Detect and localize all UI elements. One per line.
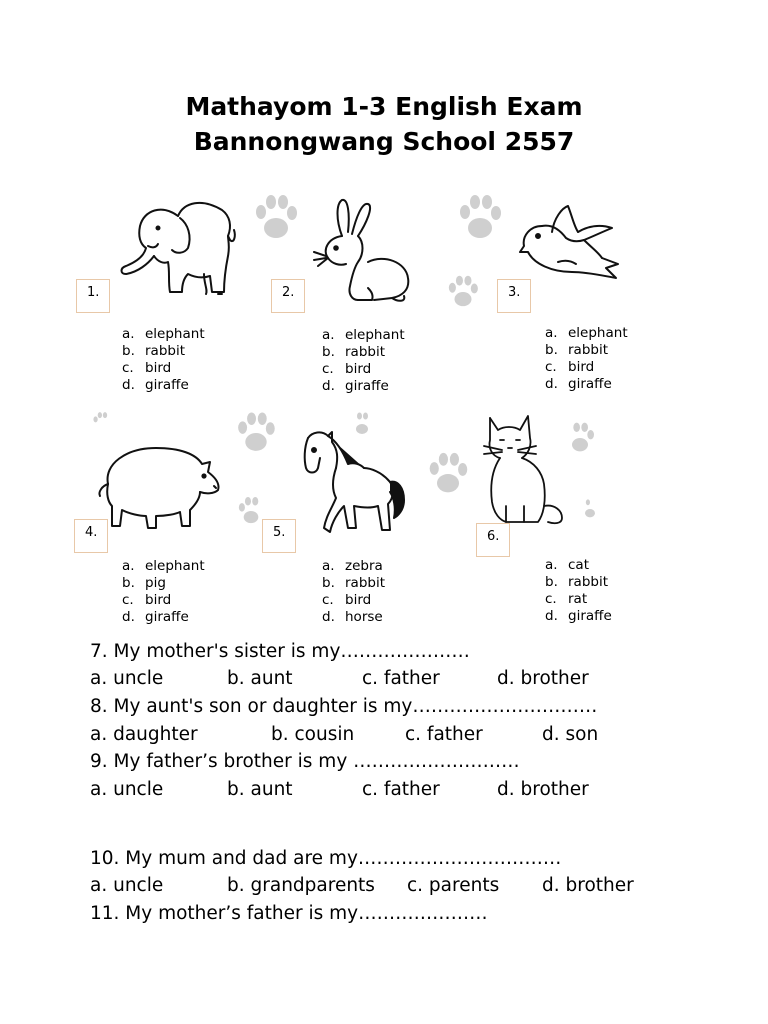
options-list [122, 326, 205, 394]
answer-option[interactable]: b. aunt [227, 668, 293, 689]
options-list [122, 558, 205, 626]
option[interactable]: c. bird [545, 359, 595, 375]
paw-print-icon [564, 412, 596, 464]
option[interactable]: d. giraffe [322, 378, 389, 394]
paw-print-icon [446, 272, 480, 312]
option[interactable]: a. elephant [545, 325, 628, 341]
exam-title: Mathayom 1-3 English Exam [185, 92, 583, 121]
school-title: Bannongwang School 2557 [193, 127, 575, 156]
question-text: 10. My mum and dad are my…………………………… [90, 848, 562, 869]
rabbit-icon [312, 196, 416, 308]
option[interactable]: d. giraffe [545, 608, 612, 624]
option[interactable]: d. horse [322, 609, 383, 625]
option[interactable]: b. rabbit [545, 342, 609, 358]
answer-option[interactable]: c. father [362, 779, 440, 800]
item-number-box: 5. [262, 519, 296, 553]
paw-print-icon [252, 190, 300, 246]
bird-icon [518, 202, 622, 282]
item-number-box: 6. [476, 523, 510, 557]
option[interactable]: a. zebra [322, 558, 383, 574]
option[interactable]: b. rabbit [545, 574, 609, 590]
paw-print-icon [426, 448, 470, 500]
answer-option[interactable]: b. grandparents [227, 875, 375, 896]
option[interactable]: a. elephant [322, 327, 405, 343]
item-number-box: 1. [76, 279, 110, 313]
paw-print-icon [234, 408, 278, 458]
question-text: 7. My mother's sister is my………………… [90, 641, 470, 662]
option[interactable]: b. rabbit [122, 343, 186, 359]
horse-icon [298, 428, 408, 540]
option[interactable]: a. elephant [122, 326, 205, 342]
answer-option[interactable]: d. son [542, 724, 599, 745]
question-text: 11. My mother’s father is my………………… [90, 903, 488, 924]
answer-option[interactable]: a. uncle [90, 875, 164, 896]
options-list [545, 325, 628, 393]
option[interactable]: c. bird [322, 592, 372, 608]
elephant-icon [118, 196, 240, 300]
option[interactable]: b. pig [122, 575, 166, 591]
answer-option[interactable]: c. father [405, 724, 483, 745]
option[interactable]: a. cat [545, 557, 589, 573]
option[interactable]: d. giraffe [122, 377, 189, 393]
pig-icon [96, 444, 224, 534]
option[interactable]: c. bird [322, 361, 372, 377]
options-list [322, 327, 405, 395]
option[interactable]: d. giraffe [122, 609, 189, 625]
options-list [322, 558, 385, 626]
answer-option[interactable]: c. parents [407, 875, 500, 896]
option[interactable]: c. bird [122, 592, 172, 608]
item-number-box: 3. [497, 279, 531, 313]
paw-print-icon [88, 410, 116, 434]
option[interactable]: c. rat [545, 591, 588, 607]
answer-option[interactable]: a. uncle [90, 668, 164, 689]
option[interactable]: d. giraffe [545, 376, 612, 392]
option[interactable]: b. rabbit [322, 575, 386, 591]
answer-option[interactable]: a. daughter [90, 724, 198, 745]
question-text: 8. My aunt's son or daughter is my………………………… [90, 696, 598, 717]
item-number-box: 2. [271, 279, 305, 313]
answer-option[interactable]: d. brother [497, 668, 589, 689]
option[interactable]: a. elephant [122, 558, 205, 574]
cat-icon [478, 410, 568, 528]
paw-print-icon [580, 492, 600, 526]
option[interactable]: b. rabbit [322, 344, 386, 360]
answer-option[interactable]: b. cousin [271, 724, 355, 745]
option[interactable]: c. bird [122, 360, 172, 376]
answer-option[interactable]: b. aunt [227, 779, 293, 800]
item-number-box: 4. [74, 519, 108, 553]
answer-option[interactable]: d. brother [497, 779, 589, 800]
answer-option[interactable]: c. father [362, 668, 440, 689]
options-list [545, 557, 612, 625]
answer-option[interactable]: d. brother [542, 875, 634, 896]
paw-print-icon [456, 190, 504, 246]
answer-option[interactable]: a. uncle [90, 779, 164, 800]
question-text: 9. My father’s brother is my ……………………… [90, 751, 520, 772]
